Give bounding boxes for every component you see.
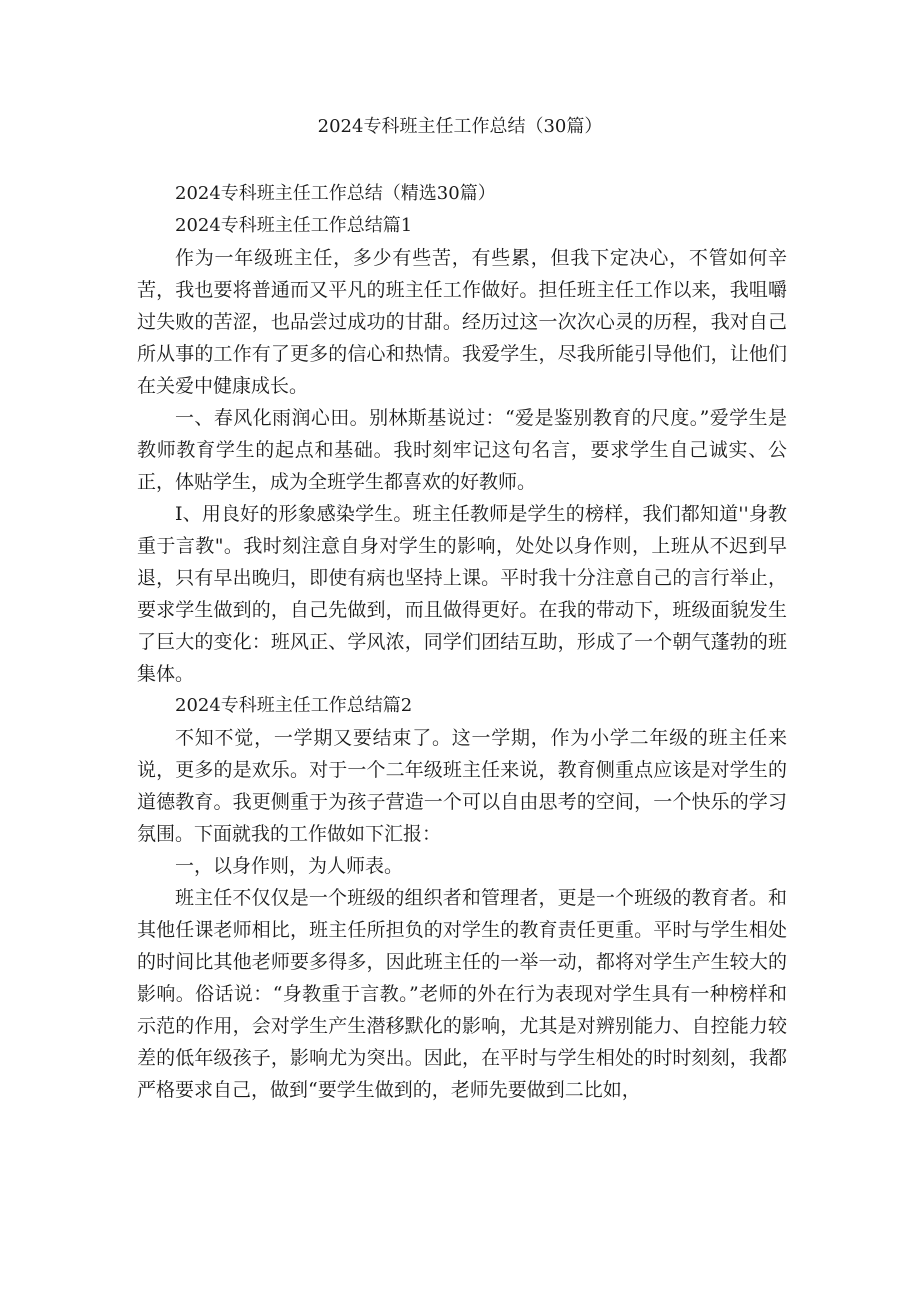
- section-1-paragraph-3: I、用良好的形象感染学生。班主任教师是学生的榜样，我们都知道''身教重于言教"。我时刻注意自身对学生的影响，处处以身作则，上班从不迟到早退，只有早出晚归，即使有病也坚持上课。平时我十分注意自己的言行举止，要求学生做到的，自己先做到，而且做得更好。在我的带动下，班级面貌发生了巨大的变化：班风正、学风浓，同学们团结互助，形成了一个朝气蓬勃的班集体。: [137, 503, 787, 685]
- section-2-paragraph-3: 班主任不仅仅是一个班级的组织者和管理者，更是一个班级的教育者。和其他任课老师相比，班主任所担负的对学生的教育责任更重。平时与学生相处的时间比其他老师要多得多，因此班主任的一举一动，都将对学生产生较大的影响。俗话说：“身教重于言教。”老师的外在行为表现对学生具有一种榜样和示范的作用，会对学生产生潜移默化的影响，尤其是对辨别能力、自控能力较差的低年级孩子，影响尤为突出。因此，在平时与学生相处的时时刻刻，我都严格要求自己，做到“要学生做到的，老师先要做到二比如，: [137, 887, 787, 1101]
- section-2-paragraph-2: 一，以身作则，为人师表。: [175, 855, 404, 877]
- section-2-heading: 2024专科班主任工作总结篇2: [175, 695, 413, 716]
- document-title: 2024专科班主任工作总结（30篇）: [317, 116, 603, 137]
- document-subtitle: 2024专科班主任工作总结（精选30篇）: [175, 183, 496, 204]
- section-1-paragraph-1: 作为一年级班主任，多少有些苦，有些累，但我下定决心，不管如何辛苦，我也要将普通而又平凡的班主任工作做好。担任班主任工作以来，我咀嚼过失败的苦涩，也品尝过成功的甘甜。经历过这一次次心灵的历程，我对自己所从事的工作有了更多的信心和热情。我爱学生，尽我所能引导他们，让他们在关爱中健康成长。: [137, 247, 787, 397]
- section-1-paragraph-2: 一、春风化雨润心田。别林斯基说过：“爱是鉴别教育的尺度。”爱学生是教师教育学生的起点和基础。我时刻牢记这句名言，要求学生自己诚实、公正，体贴学生，成为全班学生都喜欢的好教师。: [137, 407, 787, 493]
- document-body: [137, 178, 787, 1106]
- section-2-paragraph-1: 不知不觉，一学期又要结束了。这一学期，作为小学二年级的班主任来说，更多的是欢乐。对于一个二年级班主任来说，教育侧重点应该是对学生的道德教育。我更侧重于为孩子营造一个可以自由思考的空间，一个快乐的学习氛围。下面就我的工作做如下汇报：: [137, 727, 787, 845]
- section-1-heading: 2024专科班主任工作总结篇1: [175, 215, 413, 236]
